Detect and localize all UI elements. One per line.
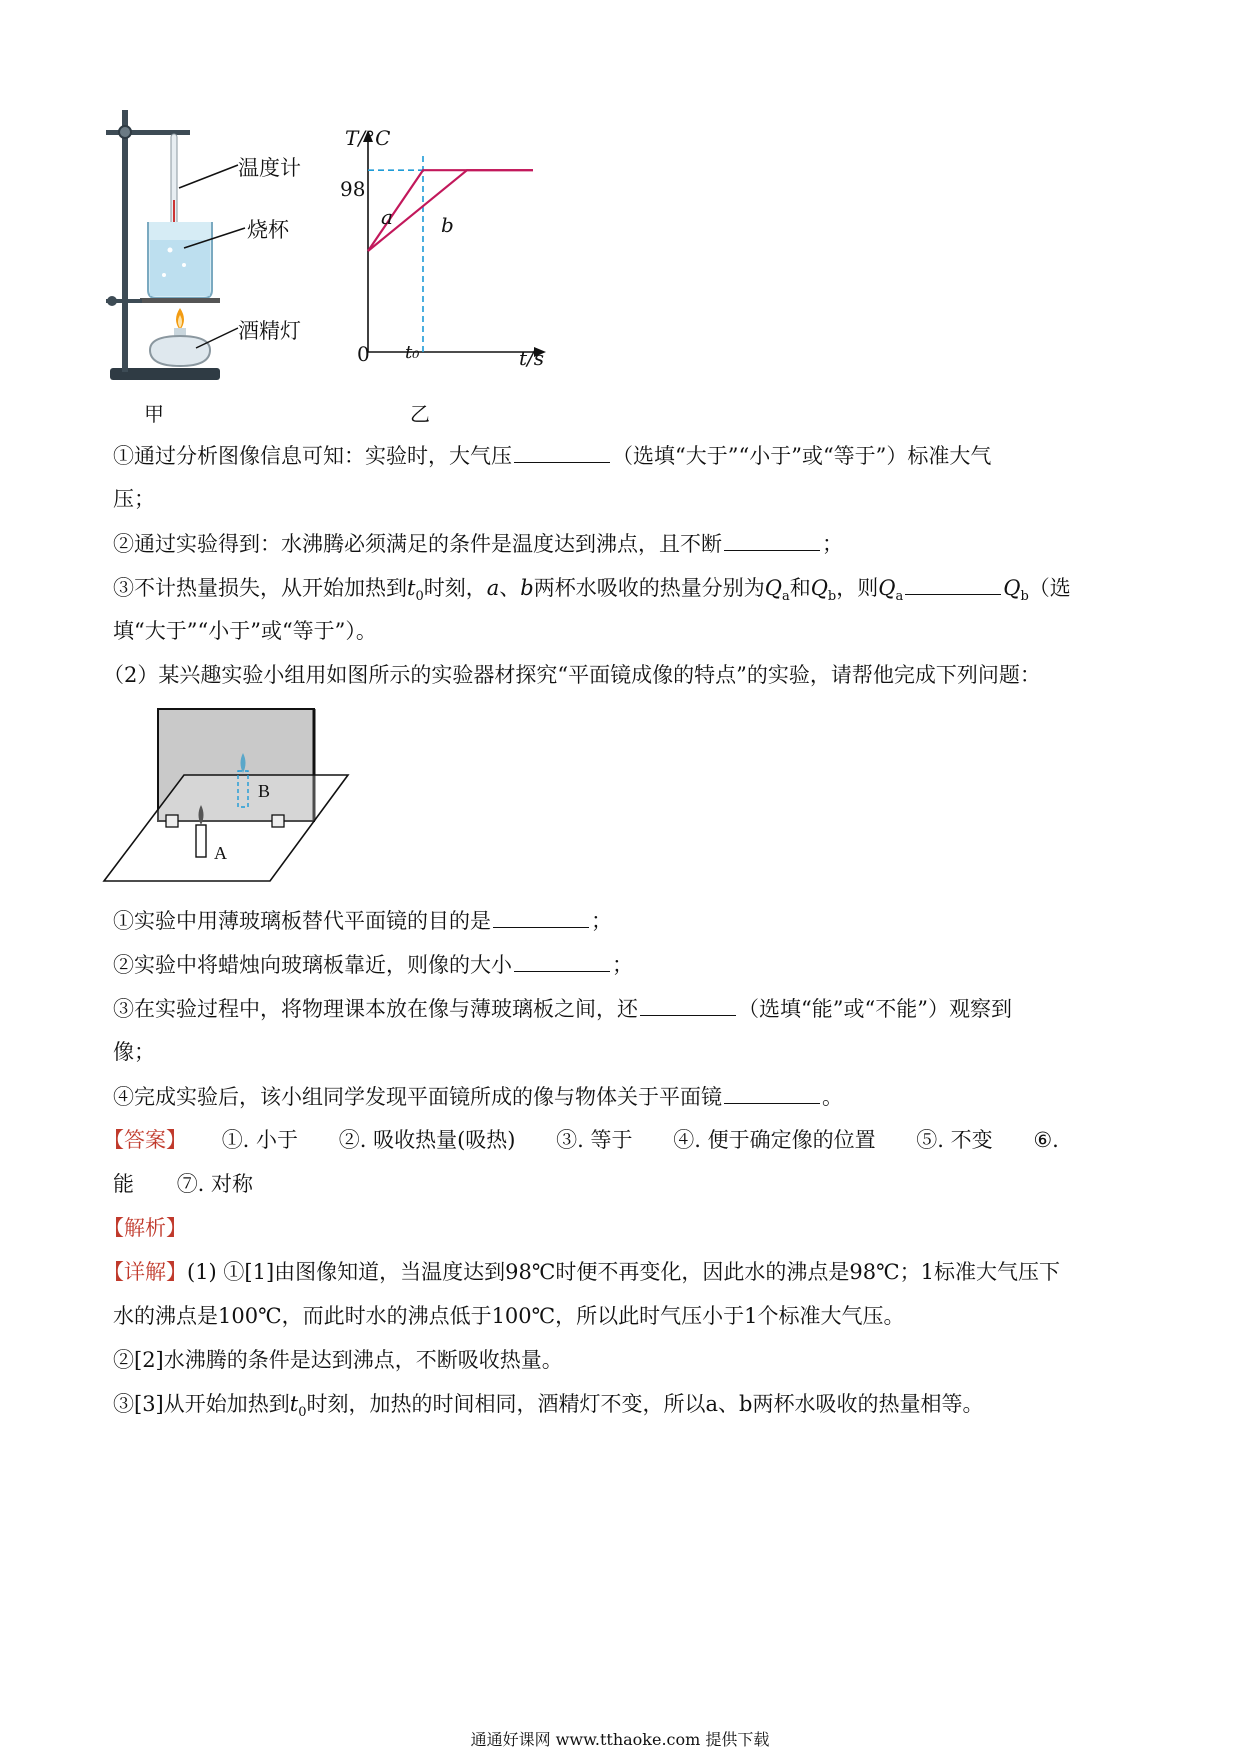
answer-item-2: ②. 吸收热量(吸热)	[338, 1128, 516, 1152]
answer-blank-5[interactable]	[514, 949, 610, 972]
question-1-1: ①通过分析图像信息可知：实验时，大气压 （选填“大于”“小于”或“等于”）标准大气	[113, 440, 991, 471]
alcohol-lamp	[150, 336, 210, 366]
apparatus-figure	[100, 110, 360, 390]
graph-origin: 0	[357, 342, 370, 366]
detail-line-3: ②[2]水沸腾的条件是达到沸点，不断吸收热量。	[113, 1348, 563, 1372]
answer-item-1: ①. 小于	[221, 1128, 299, 1152]
detail-tag: 【详解】	[103, 1260, 187, 1284]
answer-tag: 【答案】	[103, 1128, 187, 1152]
caption-jia: 甲	[144, 402, 164, 426]
detail-line-2: 水的沸点是100℃，而此时水的沸点低于100℃，所以此时气压小于1个标准大气压。	[113, 1304, 905, 1328]
analysis-tag: 【解析】	[103, 1216, 187, 1240]
answer-line	[103, 1125, 1059, 1155]
question-1-3-cont: 填“大于”“小于”或“等于”）。	[113, 619, 377, 643]
label-a: A	[214, 843, 227, 863]
question-2-4: ④完成实验后，该小组同学发现平面镜所成的像与物体关于平面镜 。	[113, 1081, 843, 1112]
label-beaker: 烧杯	[247, 218, 289, 242]
candle-a	[196, 825, 206, 857]
question-1-1-cont: 压；	[113, 487, 155, 511]
graph-line-b-label: b	[441, 213, 454, 237]
label-lamp: 酒精灯	[238, 319, 301, 343]
graph-y-label: T/°C	[345, 126, 391, 150]
detail-line-4: ③[3]从开始加热到$t_0$时刻，加热的时间相同，酒精灯不变，所以a、b两杯水吸收的热量相等。	[113, 1392, 984, 1421]
label-thermometer: 温度计	[238, 156, 301, 180]
answer-blank-3[interactable]	[905, 572, 1001, 595]
answer-blank-2[interactable]	[724, 528, 820, 551]
question-2-3: ③在实验过程中，将物理课本放在像与薄玻璃板之间，还 （选填“能”或“不能”）观察到	[113, 993, 1012, 1024]
answer-item-6: ⑥.	[1033, 1128, 1059, 1152]
answer-item-3: ③. 等于	[556, 1128, 633, 1152]
answer-blank-6[interactable]	[640, 993, 736, 1016]
graph-t0-label: t₀	[405, 342, 420, 363]
answer-item-5: ⑤. 不变	[916, 1128, 993, 1152]
question-2-2: ②实验中将蜡烛向玻璃板靠近，则像的大小 ；	[113, 949, 633, 980]
answer-blank-7[interactable]	[724, 1081, 820, 1104]
label-b: B	[258, 781, 271, 801]
graph-x-label: t/s	[519, 346, 545, 370]
answer-line-2	[113, 1169, 287, 1199]
page-footer: 通通好课网 www.tthaoke.com 提供下载	[470, 1730, 770, 1749]
stand-pole	[122, 110, 128, 372]
part2-intro: （2）某兴趣实验小组用如图所示的实验器材探究“平面镜成像的特点”的实验，请帮他完成下列问题：	[103, 663, 1041, 687]
question-2-1: ①实验中用薄玻璃板替代平面镜的目的是 ；	[113, 905, 612, 936]
caption-yi: 乙	[410, 402, 430, 426]
answer-blank-4[interactable]	[493, 905, 589, 928]
question-1-2: ②通过实验得到：水沸腾必须满足的条件是温度达到沸点，且不断 ；	[113, 528, 843, 559]
answer-item-6-cont: 能	[113, 1172, 134, 1196]
detail-line-1: 【详解】(1) ①[1]由图像知道，当温度达到98℃时便不再变化，因此水的沸点是98℃；1标准大气压下	[103, 1260, 1060, 1284]
answer-item-4: ④. 便于确定像的位置	[673, 1128, 876, 1152]
plane-mirror-figure	[100, 705, 360, 890]
answer-blank-1[interactable]	[514, 440, 610, 463]
question-2-3-cont: 像；	[113, 1040, 155, 1064]
answer-item-7: ⑦. 对称	[176, 1172, 254, 1196]
graph-y98: 98	[340, 177, 366, 201]
wire-gauze	[140, 298, 220, 303]
graph-line-a-label: a	[381, 205, 393, 229]
question-1-3: ③不计热量损失，从开始加热到$t_0$时刻，a、b两杯水吸收的热量分别为$Q_a$和$Q_b$，则$Q_a$ $Q_b$（选	[113, 572, 1071, 612]
table-plane	[104, 775, 348, 881]
temperature-graph	[330, 120, 560, 380]
